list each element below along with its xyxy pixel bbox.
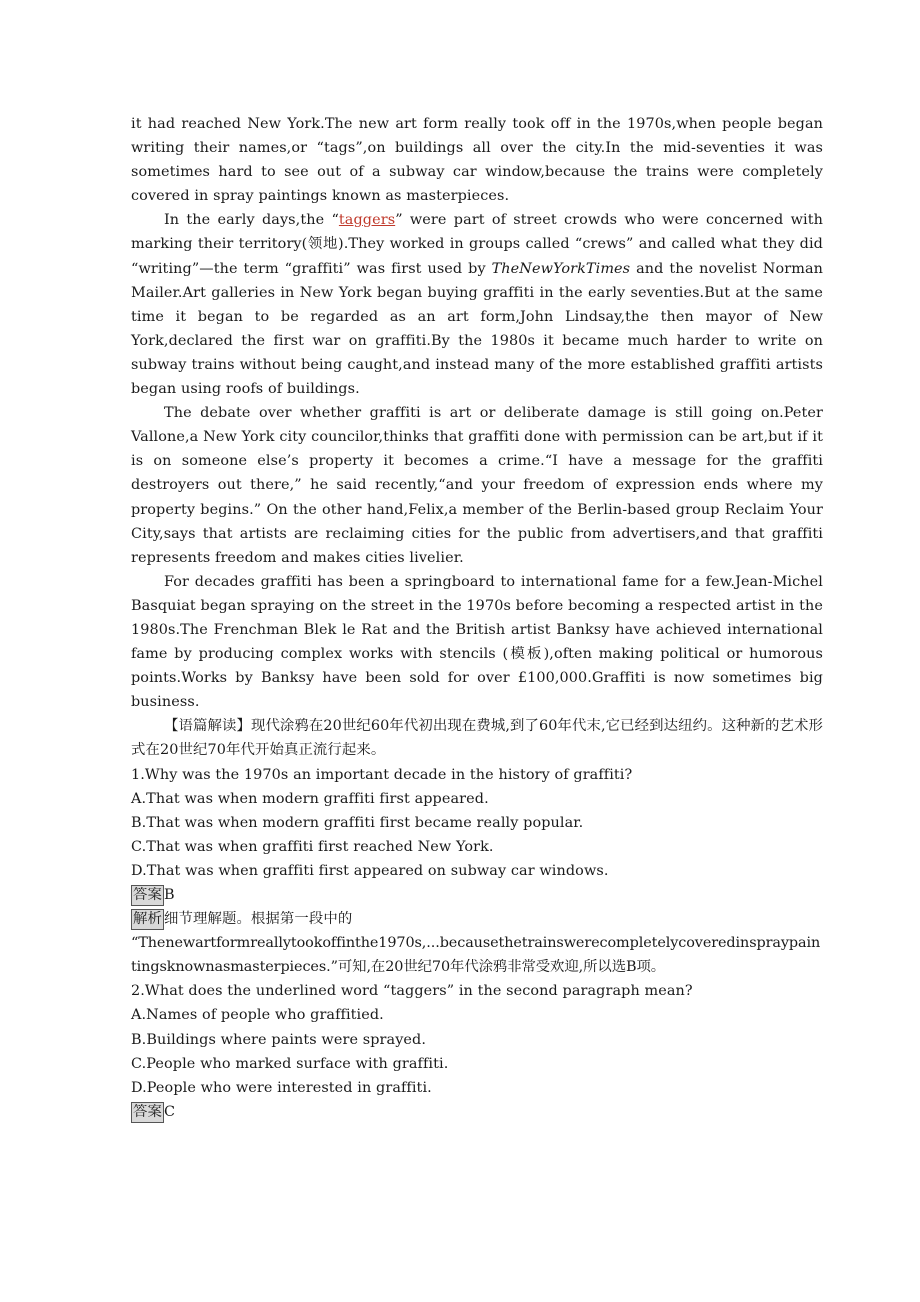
reading-note-text: 现代涂鸦在20世纪60年代初出现在费城,到了60年代末,它已经到达纽约。这种新的艺术形式在20世纪70年代开始真正流行起来。	[131, 718, 824, 759]
question-1-option-b: B.That was when modern graffiti first became really popular.	[131, 814, 584, 831]
answer-tag: 答案	[131, 885, 164, 906]
question-2-answer	[131, 1100, 823, 1124]
question-2	[131, 979, 823, 1124]
question-1-analysis	[131, 907, 823, 931]
question-2-stem: 2.What does the underlined word “taggers” in the second paragraph mean?	[131, 983, 693, 1000]
question-2-option-a: A.Names of people who graffitied.	[131, 1007, 384, 1024]
question-1-option-d: D.That was when graffiti first appeared on subway car windows.	[131, 862, 609, 879]
underlined-word-taggers: taggers	[338, 212, 396, 229]
answer-tag: 答案	[131, 1102, 164, 1123]
analysis-lead: 细节理解题。根据第一段中的	[163, 911, 353, 928]
question-1-stem: 1.Why was the 1970s an important decade in the history of graffiti?	[131, 766, 633, 783]
paragraph-2-lead: In the early days,the “	[164, 212, 339, 229]
paragraph-2	[131, 208, 823, 401]
question-1-analysis-body	[131, 931, 823, 979]
analysis-quote: “Thenewartformreallytookoffinthe1970s,...becausethetrainswerecompletelycoveredinspraypaintingsknownasmasterpieces.”	[131, 935, 821, 976]
paragraph-1: it had reached New York.The new art form really took off in the 1970s,when people began writing their names,or “tags”,on buildings all over the city.In the mid-seventies it was sometimes hard to see out of a subway car window,because the trains were completely covered in spray paintings known as masterpieces.	[131, 116, 823, 205]
document-page	[131, 112, 823, 1124]
question-1-option-a: A.That was when modern graffiti first appeared.	[131, 790, 489, 807]
question-1	[131, 763, 823, 980]
reading-note	[131, 714, 823, 762]
reading-note-label: 【语篇解读】	[164, 718, 251, 735]
paragraph-2-middle: ” were part of street crowds who were concerned with marking their territory(领地).They worked in groups called “crews” and called what they did “writing”—the term “graffiti” was first used by	[131, 212, 823, 277]
paragraph-2-tail: and the novelist Norman Mailer.Art galleries in New York began buying graffiti in the early seventies.But at the same time it began to be regarded as an art form,John Lindsay,the then mayor of New York,declared the first war on graffiti.By the 1980s it became much harder to write on subway trains without being caught,and instead many of the more established graffiti artists began using roofs of buildings.	[131, 260, 823, 398]
answer-value: B	[163, 887, 175, 903]
question-1-option-c: C.That was when graffiti first reached New York.	[131, 838, 494, 855]
question-2-option-b: B.Buildings where paints were sprayed.	[131, 1031, 427, 1048]
question-1-answer	[131, 883, 823, 907]
analysis-tag: 解析	[131, 909, 164, 930]
question-2-option-c: C.People who marked surface with graffiti.	[131, 1055, 449, 1072]
analysis-tail: 可知,在20世纪70年代涂鸦非常受欢迎,所以选B项。	[337, 959, 666, 976]
question-2-option-d: D.People who were interested in graffiti.	[131, 1079, 432, 1096]
answer-value: C	[163, 1103, 176, 1120]
paragraph-4: For decades graffiti has been a springboard to international fame for a few.Jean-Michel Basquiat began spraying on the street in the 1970s before becoming a respected artist in the 1980s.The Frenchman Blek le Rat and the British artist Banksy have achieved international fame by producing complex works with stencils (模板),often making political or humorous points.Works by Banksy have been sold for over £100,000.Graffiti is now sometimes big business.	[131, 573, 823, 711]
paragraph-3: The debate over whether graffiti is art or deliberate damage is still going on.Peter Vallone,a New York city councilor,thinks that graffiti done with permission can be art,but if it is on someone else’s property it becomes a crime.“I have a message for the graffiti destroyers out there,” he said recently,“and your freedom of expression ends where my property begins.” On the other hand,Felix,a member of the Berlin-based group Reclaim Your City,says that artists are reclaiming cities for the public from advertisers,and that graffiti represents freedom and makes cities livelier.	[131, 405, 823, 566]
newspaper-title: TheNewYorkTimes	[491, 260, 631, 277]
